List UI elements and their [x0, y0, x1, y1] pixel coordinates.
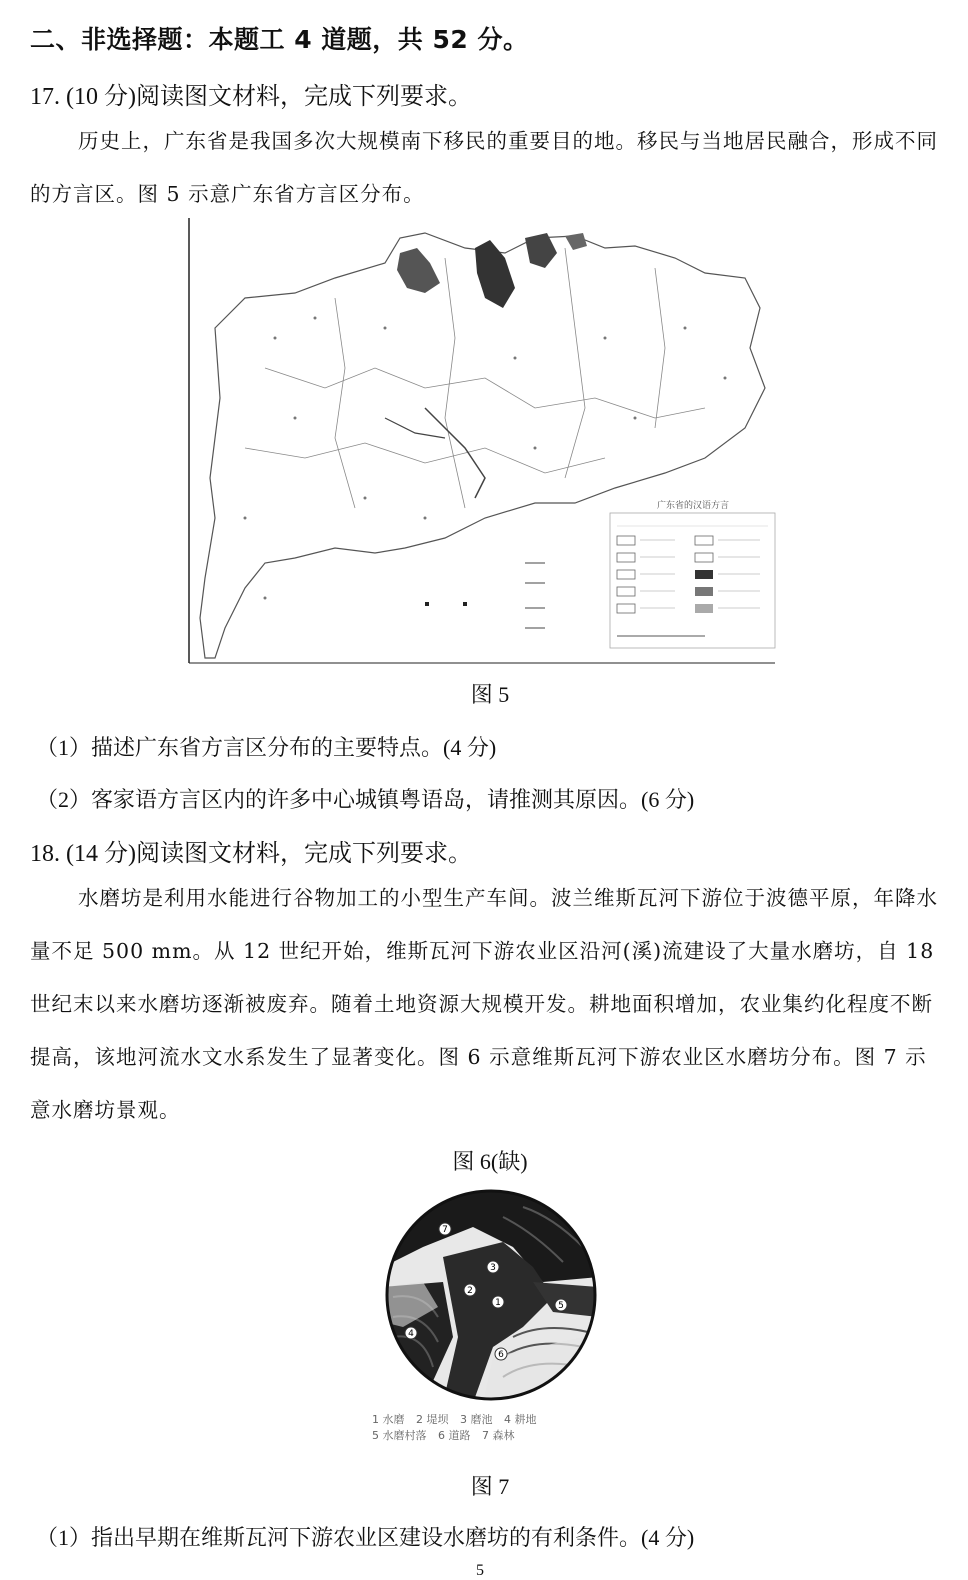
- page-number: 5: [476, 1562, 484, 1579]
- figure-7-legend-item: 7 森林: [482, 1429, 515, 1442]
- question-17-sub-2: （2）客家语方言区内的许多中心城镇粤语岛，请推测其原因。(6 分): [36, 787, 695, 812]
- figure-7-legend-item: 6 道路: [438, 1429, 471, 1442]
- section-title: 二、非选择题：本题工 4 道题，共 52 分。: [30, 25, 529, 54]
- figure-7-legend-item: 2 堤坝: [416, 1413, 449, 1426]
- figure-6-caption: 图 6(缺): [452, 1149, 528, 1174]
- figure-7-marker: 7: [442, 1225, 448, 1235]
- figure-7-legend-item: 5 水磨村落: [372, 1429, 427, 1442]
- figure-5-legend-title: 广东省的汉语方言: [656, 501, 730, 511]
- figure-7-marker: 2: [467, 1286, 473, 1296]
- figure-7-legend-item: 1 水磨: [372, 1413, 405, 1426]
- question-17-heading: 17. (10 分)阅读图文材料，完成下列要求。: [30, 84, 472, 110]
- figure-7-marker: 1: [495, 1298, 501, 1308]
- question-18-sub-1: （1）指出早期在维斯瓦河下游农业区建设水磨坊的有利条件。(4 分): [36, 1525, 695, 1550]
- figure-7-legend-item: 4 耕地: [504, 1413, 537, 1426]
- figure-7-image: [383, 1187, 599, 1403]
- figure-7-marker: 6: [498, 1350, 504, 1360]
- figure-5-map: [185, 218, 783, 666]
- question-18-paragraph: 水磨坊是利用水能进行谷物加工的小型生产车间。波兰维斯瓦河下游位于波德平原，年降水量不足 500 mm。从 12 世纪开始，维斯瓦河下游农业区沿河(溪)流建设了大量水磨坊，自 18 世纪末以来水磨坊逐渐被废弃。随着土地资源大规模开发。耕地面积增加，农业集约化程度不断提高，该地河流水文水系发生了显著变化。图 6 示意维斯瓦河下游农业区水磨坊分布。图 7 示意水磨坊景观。: [30, 886, 938, 1122]
- figure-5-caption: 图 5: [470, 682, 510, 707]
- figure-7-legend-item: 3 磨池: [460, 1413, 493, 1426]
- figure-7-caption: 图 7: [470, 1474, 510, 1499]
- figure-7-marker: 3: [490, 1263, 496, 1273]
- question-18-heading: 18. (14 分)阅读图文材料，完成下列要求。: [30, 841, 472, 867]
- figure-7-marker: 4: [408, 1329, 414, 1339]
- question-17-paragraph: 历史上，广东省是我国多次大规模南下移民的重要目的地。移民与当地居民融合，形成不同的方言区。图 5 示意广东省方言区分布。: [30, 129, 938, 206]
- question-17-sub-1: （1）描述广东省方言区分布的主要特点。(4 分): [36, 735, 497, 760]
- figure-7-marker: 5: [558, 1301, 564, 1311]
- figure-7-legend: [372, 1412, 612, 1444]
